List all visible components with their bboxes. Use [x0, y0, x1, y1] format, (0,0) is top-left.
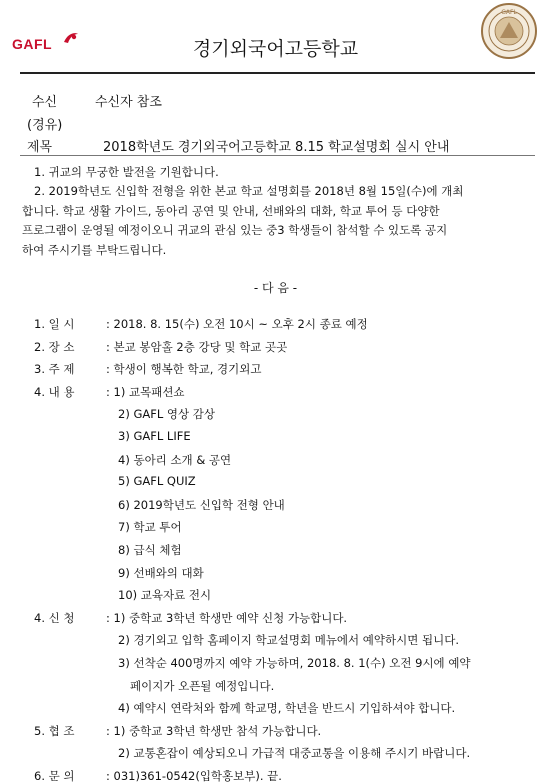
seal-lettering: GAFL: [501, 9, 517, 16]
via-label: (경유): [27, 118, 63, 133]
item-text: 2) 교통혼잡이 예상되오니 가급적 대중교통을 이용해 주시기 바랍니다.: [118, 746, 471, 761]
item-text: 5) GAFL QUIZ: [118, 474, 196, 489]
school-seal-icon: [480, 2, 538, 60]
item-text: 페이지가 오픈될 예정입니다.: [130, 678, 275, 693]
recipient-value: 수신자 참조: [95, 95, 162, 110]
item-text: 10) 교육자료 전시: [118, 588, 212, 603]
item-text: 3) 선착순 400명까지 예약 가능하며, 2018. 8. 1(수) 오전 9시에 예약: [118, 656, 471, 670]
item-text: : 1) 교목패션쇼: [106, 384, 185, 399]
item-text: : 1) 중학교 3학년 학생만 참석 가능합니다.: [106, 723, 322, 738]
item-label: 4. 내 용: [34, 384, 75, 399]
item-label: 2. 장 소: [34, 339, 75, 354]
item-label: 3. 주 제: [34, 362, 75, 377]
body-line-2b: 합니다. 학교 생활 가이드, 동아리 공연 및 안내, 선배와의 대화, 학교 투어 등 다양한: [22, 204, 440, 218]
item-label: 1. 일 시: [34, 317, 75, 331]
item-text: 4) 예약시 연락처와 함께 학교명, 학년을 반드시 기입하셔야 합니다.: [118, 701, 456, 716]
item-text: : 본교 봉암홀 2층 강당 및 학교 곳곳: [106, 339, 288, 354]
item-label: 4. 신 청: [34, 610, 75, 625]
body-line-2a: 2. 2019학년도 신입학 전형을 위한 본교 학교 설명회를 2018년 8월 15일(수)에 개최: [34, 184, 464, 198]
item-text: : 1) 중학교 3학년 학생만 예약 신청 가능합니다.: [106, 610, 348, 625]
item-text: 2) 경기외고 입학 홈페이지 학교설명회 메뉴에서 예약하시면 됩니다.: [118, 633, 459, 648]
dagem-heading: - 다 음 -: [253, 281, 298, 295]
header-divider: [20, 72, 535, 74]
item-text: 7) 학교 투어: [118, 520, 182, 535]
subject-value: 2018학년도 경기외국어고등학교 8.15 학교설명회 실시 안내: [103, 140, 450, 155]
subject-divider: [20, 155, 535, 156]
gafl-logo-text: GAFL: [12, 36, 53, 52]
item-text: 4) 동아리 소개 & 공연: [118, 452, 232, 467]
recipient-label: 수신: [32, 95, 58, 110]
item-text: 9) 선배와의 대화: [118, 565, 204, 580]
item-label: 5. 협 조: [34, 723, 75, 738]
item-text: 8) 급식 체험: [118, 543, 182, 557]
subject-label: 제목: [27, 140, 53, 155]
body-line-2d: 하여 주시기를 부탁드립니다.: [22, 243, 167, 257]
item-text: 2) GAFL 영상 감상: [118, 407, 216, 422]
item-label: 6. 문 의: [34, 769, 75, 783]
item-text: : 학생이 행복한 학교, 경기외고: [106, 362, 262, 377]
body-line-1: 1. 귀교의 무궁한 발전을 기원합니다.: [34, 165, 219, 179]
item-text: : 2018. 8. 15(수) 오전 10시 ~ 오후 2시 종료 예정: [106, 317, 368, 331]
body-line-2c: 프로그램이 운영될 예정이오니 귀교의 관심 있는 중3 학생들이 참석할 수 있도록 공지: [22, 223, 448, 237]
item-text: : 031)361-0542(입학홍보부). 끝.: [106, 769, 282, 783]
item-text: 6) 2019학년도 신입학 전형 안내: [118, 497, 285, 512]
item-text: 3) GAFL LIFE: [118, 429, 191, 443]
school-name-title: 경기외국어고등학교: [192, 38, 359, 60]
